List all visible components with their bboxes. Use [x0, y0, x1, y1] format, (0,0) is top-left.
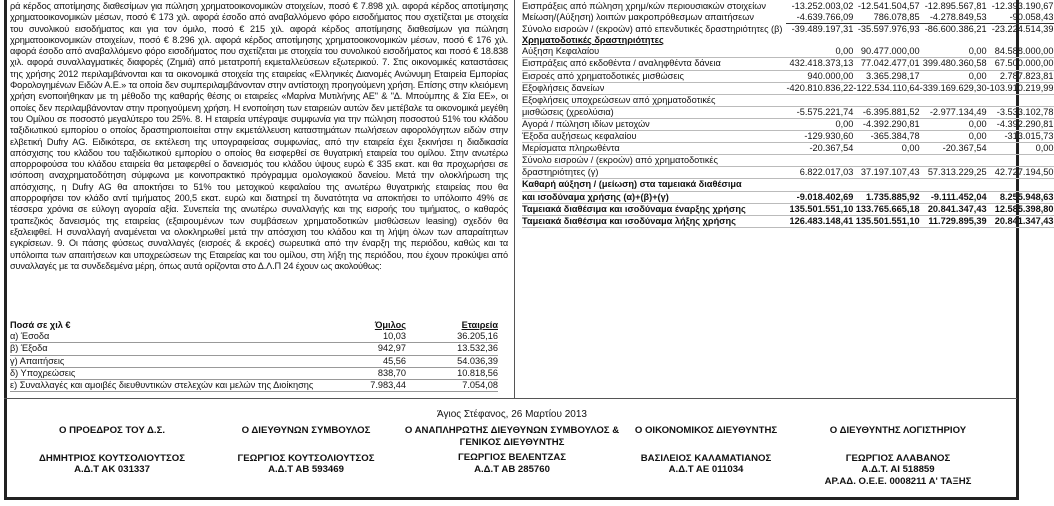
related-parties-cell-label: ε) Συναλλαγές και αμοιβές διευθυντικών στελεχών και μελών της Διοίκησης — [10, 380, 364, 392]
cash-flow-row — [522, 131, 1054, 143]
cash-flow-value: 0,00 — [987, 143, 1054, 155]
cash-flow-label: Αύξηση Κεφαλαίου — [522, 46, 786, 58]
footer-divider — [4, 398, 1017, 399]
related-parties-cell-group: 10,03 — [364, 331, 406, 343]
related-parties-cell-group: 838,70 — [364, 367, 406, 379]
cash-flow-value: 67.500.000,00 — [987, 58, 1054, 70]
cash-flow-label: Χρηματοδοτικές δραστηριότητες — [522, 35, 664, 46]
cash-flow-value: -2.977.134,49 — [920, 106, 987, 118]
cash-flow-value: -339.169.629,30 — [919, 82, 987, 93]
cash-flow-value: -12.541.504,57 — [857, 1, 920, 11]
cash-flow-label: Εξοφλήσεις δανείων — [522, 82, 786, 94]
cash-flow-table — [522, 1, 1054, 228]
signatory-block — [611, 425, 801, 476]
related-parties-cell-company: 13.532,36 — [406, 343, 498, 355]
signatory-block — [798, 425, 998, 487]
related-parties-group-header: Όμιλος — [374, 320, 406, 330]
related-parties-row — [10, 355, 498, 367]
cash-flow-row — [522, 12, 1054, 24]
cash-flow-value — [853, 179, 919, 191]
cash-flow-value: -420.810.836,22 — [786, 82, 854, 93]
cash-flow-row — [522, 46, 1054, 58]
related-parties-row — [10, 367, 498, 379]
cash-flow-value: 6.822.017,03 — [786, 167, 853, 179]
cash-flow-value — [920, 155, 987, 167]
cash-flow-row — [522, 58, 1054, 70]
signatory-name: ΓΕΩΡΓΙΟΣ ΑΛΑΒΑΝΟΣ — [845, 452, 951, 464]
cash-flow-value: -5.575.221,74 — [786, 106, 853, 118]
cash-flow-value: 57.313.229,25 — [920, 167, 987, 179]
cash-flow-value: 11.729.895,39 — [920, 215, 987, 227]
signatory-title: Ο ΔΙΕΥΘΥΝΤΗΣ ΛΟΓΙΣΤΗΡΙΟΥ — [829, 425, 967, 436]
signatory-name: ΔΗΜΗΤΡΙΟΣ ΚΟΥΤΣΟΛΙΟΥΤΣΟΣ — [39, 452, 185, 464]
cash-flow-value: 0,00 — [920, 70, 987, 82]
cash-flow-value: -9.111.452,04 — [920, 191, 987, 203]
cash-flow-value: -103.910.219,99 — [986, 82, 1054, 93]
related-parties-table — [10, 320, 498, 392]
cash-flow-label: Σύνολο εισροών / (εκροών) από χρηματοδοτικές — [522, 155, 786, 167]
cash-flow-value: 84.588.000,00 — [987, 46, 1054, 58]
signatory-block — [211, 425, 401, 476]
cash-flow-label: Ταμειακά διαθέσιμα και ισοδύναμα λήξης χρήσης — [522, 215, 786, 227]
cash-flow-row — [522, 24, 1054, 36]
cash-flow-value: 432.418.373,13 — [786, 58, 853, 70]
cash-flow-value — [853, 94, 919, 106]
signing-date: Άγιος Στέφανος, 26 Μαρτίου 2013 — [437, 409, 587, 420]
signatory-id: Α.Δ.Τ. ΑΙ 518859 — [861, 464, 935, 475]
notes-paragraph: ρά κέρδος αποτίμησης διαθεσίμων για πώληση χρηματοοικονομικών στοιχείων, ποσό € 7.898 χιλ. αφορά κέρδος αποτίμησης χρηματοοικονομικών μέσων, ποσό € 173 χιλ. αφορά έσοδο από αναβαλλόμενο φόρο εισοδήματος που σχετίζεται με στοιχεία του συνολικού εισοδήματος και για τον όμιλο, ποσό € 215 χιλ. αφορά κέρδος αποτίμησης διαθεσίμων για πώληση χρηματοοικονομικών στοιχείων, ποσό € 8.296 χιλ. αφορά κέρδος αποτίμησης χρηματοοικονομικών μέσων, ποσό € 176 χιλ. αφορά έσοδο από αναβαλλόμενο φόρο εισοδήματος που σχετίζεται με στοιχεία του συνολικού εισοδήματος και ποσό € 18.838 χιλ. αφορά συναλλαγματικές διαφορές (Ζημιά) από μετατροπή εκμεταλλεύσεων εξωτερικού. 7. Στις οικονομικές καταστάσεις της χρήσης 2012 περιλαμβάνονται και τα οικονομικά στοιχεία της εταιρείας «Ελληνικές Διανομές Ανώνυμη Εταιρεία Εμπορίας Φορολογημένων Ειδών Α.Ε.» τα οποία δεν συμπεριλαμβάνονταν στην αντίστοιχη προηγούμενη χρήση. Επίσης στην κλειόμενη χρήση ενοποιήθηκαν με τη μέθοδο της καθαρής θέσης οι εταιρείες «Μαρίνα Μυτιλήνης ΑΕ" & "Δ. Μπούμπης & Σία ΕΕ», οι οποίες δεν περιλαμβάνονταν στην προηγούμενη χρήση. Η ενοποίηση των εταιρειών αυτών δεν μετέβαλε τα οικονομικά μεγέθη του Ομίλου σε ποσοστό μεγαλύτερο του 25%. 8. Η εταιρεία υπέγραψε συμφωνία για την πώληση ποσοστού 51% του κλάδου ταξιδιωτικού εμπορίου ο οποίος δραστηριοποιείται στην εκμετάλλευση καταστημάτων πωλήσεων αφορολόγητων ειδών στην ελβετική Dufry AG. Ειδικότερα, σε εκτέλεση της υπογραφείσας συμφωνίας, από την εταιρεία έχει ξεκινήσει η διαδικασία απόσχισης του κλάδου του ταξιδιωτικού εμπορίου ο οποίος θα εισφερθεί σε θυγατρική εταιρεία του ομίλου. Στην ανωτέρω απορροφούσα του κλάδου εταιρεία θα μεταφερθεί ο δανεισμός του κλάδου ύψους ευρώ € 335 εκατ. και θα προχωρήσει σε ισόποση αναχρηματοδότηση σύμφωνα με κοινοπρακτικό πρόγραμμα ομολογιακού δανείου. Μετά την ολοκλήρωση της απόσχισης, η Dufry AG θα αποκτήσει το 51% του μετοχικού κεφαλαίου της ανωτέρω θυγατρικής εταιρείας που θα απορροφήσει τον κλάδο αντί τιμήματος 200,5 εκατ. ευρώ και διατηρεί τη δυνατότητα να αποκτήσει το υπόλοιπο 49% σε τέσσερα χρόνια σε εύλογη αγοραία αξία. Συνεπεία της ανωτέρω συναλλαγής και της εισροής του τιμήματος, ο καθαρός τραπεζικός δανεισμός της εταιρείας (εξαιρουμένων των συμβάσεων χρηματοδοτικών μισθώσεων leasing) σχεδόν θα εξαλειφθεί. Η συναλλαγή αναμένεται να ολοκληρωθεί μετά την απόσχιση του κλάδου και τη λήψη όλων των απαραίτητων εγκρίσεων. 9. Οι πάσης φύσεως συναλλαγές (εισροές & εκροές) σωρευτικά από την έναρξη της περιόδου, καθώς και τα υπόλοιπα των απαιτήσεων και υποχρεώσεων της Εταιρείας και του ομίλου, στη λήξη της περιόδου, που έχουν προκύψει από συναλλαγές με τα συνδεδεμένα μέρη, όπως αυτά ορίζονται στο Δ.Λ.Π 24 έχουν ως ακολούθως: — [10, 1, 508, 271]
cash-flow-value: -86.600.386,21 — [920, 24, 987, 36]
cash-flow-value: -13.252.003,02 — [791, 1, 854, 11]
cash-flow-value: 90.477.000,00 — [853, 46, 919, 58]
cash-flow-value: -12.393.190,67 — [991, 1, 1054, 11]
cash-flow-value: 940.000,00 — [786, 70, 853, 82]
related-parties-cell-label: γ) Απαιτήσεις — [10, 355, 364, 367]
cash-flow-value — [920, 35, 987, 46]
cash-flow-row — [522, 191, 1054, 203]
cash-flow-value: -4.392.290,81 — [987, 118, 1054, 130]
related-parties-header — [10, 320, 498, 331]
signatory-title: Ο ΑΝΑΠΛΗΡΩΤΗΣ ΔΙΕΥΘΥΝΩΝ ΣΥΜΒΟΥΛΟΣ & ΓΕΝΙΚΟΣ ΔΙΕΥΘΥΝΤΗΣ — [404, 425, 620, 448]
cash-flow-row — [522, 203, 1054, 215]
related-parties-cell-group: 7.983,44 — [364, 380, 406, 392]
related-parties-row — [10, 331, 498, 343]
cash-flow-value: 133.765.665,18 — [853, 203, 919, 215]
cash-flow-value: 20.841.347,43 — [920, 203, 987, 215]
signatory-name: ΓΕΩΡΓΙΟΣ ΒΕΛΕΝΤΖΑΣ — [457, 452, 567, 463]
cash-flow-row — [522, 82, 1054, 94]
cash-flow-value: 0,00 — [920, 46, 987, 58]
cash-flow-value: -129.930,60 — [786, 131, 853, 143]
related-parties-cell-group: 942,97 — [364, 343, 406, 355]
related-parties-cell-group: 45,56 — [364, 355, 406, 367]
cash-flow-row — [522, 215, 1054, 227]
cash-flow-row — [522, 155, 1054, 167]
cash-flow-label: Ταμειακά διαθέσιμα και ισοδύναμα έναρξης χρήσης — [522, 203, 786, 215]
notes-column — [10, 1, 508, 272]
signatory-name: ΒΑΣΙΛΕΙΟΣ ΚΑΛΑΜΑΤΙΑΝΟΣ — [640, 452, 772, 464]
cash-flow-value: -12.895.567,81 — [924, 1, 987, 11]
related-parties-cell-label: β) Έξοδα — [10, 343, 364, 355]
cash-flow-value — [786, 155, 853, 167]
cash-flow-row — [522, 70, 1054, 82]
cash-flow-value — [920, 94, 987, 106]
signatory-id: Α.Δ.Τ ΑΕ 011034 — [668, 464, 744, 475]
related-parties-cell-company: 54.036,39 — [406, 355, 498, 367]
cash-flow-label: Έξοδα αυξήσεως κεφαλαίου — [522, 131, 786, 143]
cash-flow-value — [786, 179, 853, 191]
signatory-title: Ο ΟΙΚΟΝΟΜΙΚΟΣ ΔΙΕΥΘΥΝΤΗΣ — [634, 425, 778, 436]
cash-flow-value: 37.197.107,43 — [853, 167, 919, 179]
cash-flow-value: -20.367,54 — [786, 143, 853, 155]
cash-flow-row — [522, 118, 1054, 130]
cash-flow-value: -9.018.402,69 — [786, 191, 853, 203]
cash-flow-value — [987, 179, 1054, 191]
cash-flow-value — [987, 35, 1054, 46]
cash-flow-row — [522, 35, 1054, 46]
cash-flow-value: 2.787.823,81 — [987, 70, 1054, 82]
cash-flow-label: Αγορά / πώληση ιδίων μετοχών — [522, 118, 786, 130]
cash-flow-value: 8.255.948,63 — [987, 191, 1054, 203]
signatory-title: Ο ΔΙΕΥΘΥΝΩΝ ΣΥΜΒΟΥΛΟΣ — [241, 425, 371, 436]
cash-flow-label: Εισπράξεις από πώληση χρημ/κών περιουσιακών στοιχείων — [522, 1, 767, 11]
cash-flow-value: -35.597.976,93 — [853, 24, 919, 36]
cash-flow-value — [920, 179, 987, 191]
related-parties-cell-company: 7.054,08 — [406, 380, 498, 392]
signatory-id: Α.Δ.Τ ΑΒ 593469 — [268, 464, 344, 475]
cash-flow-row — [522, 167, 1054, 179]
cash-flow-value — [786, 94, 853, 106]
cash-flow-value: 0,00 — [853, 143, 919, 155]
signatory-registration: ΑΡ.ΑΔ. Ο.Ε.Ε. 0008211 Α' ΤΑΞΗΣ — [824, 475, 972, 487]
cash-flow-value: 126.483.148,41 — [786, 215, 853, 227]
cash-flow-value: 0,00 — [786, 46, 853, 58]
signatory-block — [17, 425, 207, 476]
cash-flow-label: και ισοδύναμα χρήσης (α)+(β)+(γ) — [522, 191, 786, 203]
cash-flow-row — [522, 143, 1054, 155]
related-parties-cell-company: 10.818,56 — [406, 367, 498, 379]
cash-flow-value: 0,00 — [920, 131, 987, 143]
related-parties-body — [10, 331, 498, 392]
cash-flow-value — [853, 155, 919, 167]
cash-flow-row — [522, 106, 1054, 118]
signatory-id: Α.Δ.Τ ΑΒ 285760 — [474, 463, 550, 475]
cash-flow-value: 12.585.398,80 — [987, 203, 1054, 215]
cash-flow-value: 20.841.347,43 — [987, 215, 1054, 227]
cash-flow-value: -23.224.514,39 — [987, 24, 1054, 36]
related-parties-cell-label: α) Έσοδα — [10, 331, 364, 343]
cash-flow-value: 42.727.194,50 — [987, 167, 1054, 179]
related-parties-cell-label: δ) Υποχρεώσεις — [10, 367, 364, 379]
cash-flow-value: -39.489.197,31 — [786, 24, 853, 36]
cash-flow-label: δραστηριότητες (γ) — [522, 167, 786, 179]
cash-flow-row — [522, 94, 1054, 106]
cash-flow-value: 135.501.551,10 — [853, 215, 919, 227]
cash-flow-value: -90.058,43 — [1009, 12, 1054, 23]
cash-flow-value: -4.639.766,09 — [796, 12, 854, 23]
cash-flow-value — [853, 35, 919, 46]
cash-flow-value: 786.078,85 — [873, 12, 920, 23]
cash-flow-value: 3.365.298,17 — [853, 70, 919, 82]
cash-flow-label: Μείωση/(Αύξηση) λοιπών μακροπρόθεσμων απαιτήσεων — [522, 12, 754, 23]
column-divider — [514, 0, 515, 398]
cash-flow-value — [987, 94, 1054, 106]
cash-flow-label: Μερίσματα πληρωθέντα — [522, 143, 786, 155]
cash-flow-value: 399.480.360,58 — [920, 58, 987, 70]
cash-flow-row — [522, 179, 1054, 191]
cash-flow-body — [522, 1, 1054, 227]
related-parties-company-header: Εταιρεία — [461, 320, 498, 330]
cash-flow-value: -20.367,54 — [920, 143, 987, 155]
related-parties-label-header: Ποσά σε χιλ € — [10, 320, 71, 330]
cash-flow-value: -365.384,78 — [853, 131, 919, 143]
related-parties-row — [10, 343, 498, 355]
cash-flow-value — [987, 155, 1054, 167]
cash-flow-value: 77.042.477,01 — [853, 58, 919, 70]
signatory-block — [397, 425, 627, 475]
signatory-title: Ο ΠΡΟΕΔΡΟΣ ΤΟΥ Δ.Σ. — [58, 425, 166, 436]
related-parties-cell-company: 36.205,16 — [406, 331, 498, 343]
signatory-name: ΓΕΩΡΓΙΟΣ ΚΟΥΤΣΟΛΙΟΥΤΣΟΣ — [237, 452, 375, 464]
cash-flow-value: 0,00 — [920, 118, 987, 130]
cash-flow-label: Εισπράξεις από εκδοθέντα / αναληφθέντα δάνεια — [522, 58, 786, 70]
cash-flow-value: -3.533.102,78 — [987, 106, 1054, 118]
cash-flow-label: Σύνολο εισροών / (εκροών) από επενδυτικές δραστηριότητες (β) — [522, 23, 783, 34]
cash-flow-value — [786, 35, 853, 46]
cash-flow-value: 135.501.551,10 — [786, 203, 853, 215]
cash-flow-label: Εξοφλήσεις υποχρεώσεων από χρηματοδοτικές — [522, 94, 786, 106]
cash-flow-value: -4.392.290,81 — [853, 118, 919, 130]
cash-flow-value: -6.395.881,52 — [853, 106, 919, 118]
cash-flow-row — [522, 1, 1054, 12]
cash-flow-value: 1.735.885,92 — [853, 191, 919, 203]
cash-flow-label: Καθαρή αύξηση / (μείωση) στα ταμειακά διαθέσιμα — [522, 179, 786, 191]
signatory-id: Α.Δ.Τ ΑΚ 031337 — [74, 464, 150, 475]
cash-flow-label: μισθώσεις (χρεολύσια) — [522, 106, 786, 118]
cash-flow-value: -122.534.110,64 — [853, 82, 920, 93]
cash-flow-value: 0,00 — [786, 118, 853, 130]
cash-flow-label: Εισροές από χρηματοδοτικές μισθώσεις — [522, 70, 786, 82]
cash-flow-value: -4.278.849,53 — [929, 12, 987, 23]
related-parties-row — [10, 380, 498, 392]
cash-flow-value: -313.015,73 — [987, 131, 1054, 143]
